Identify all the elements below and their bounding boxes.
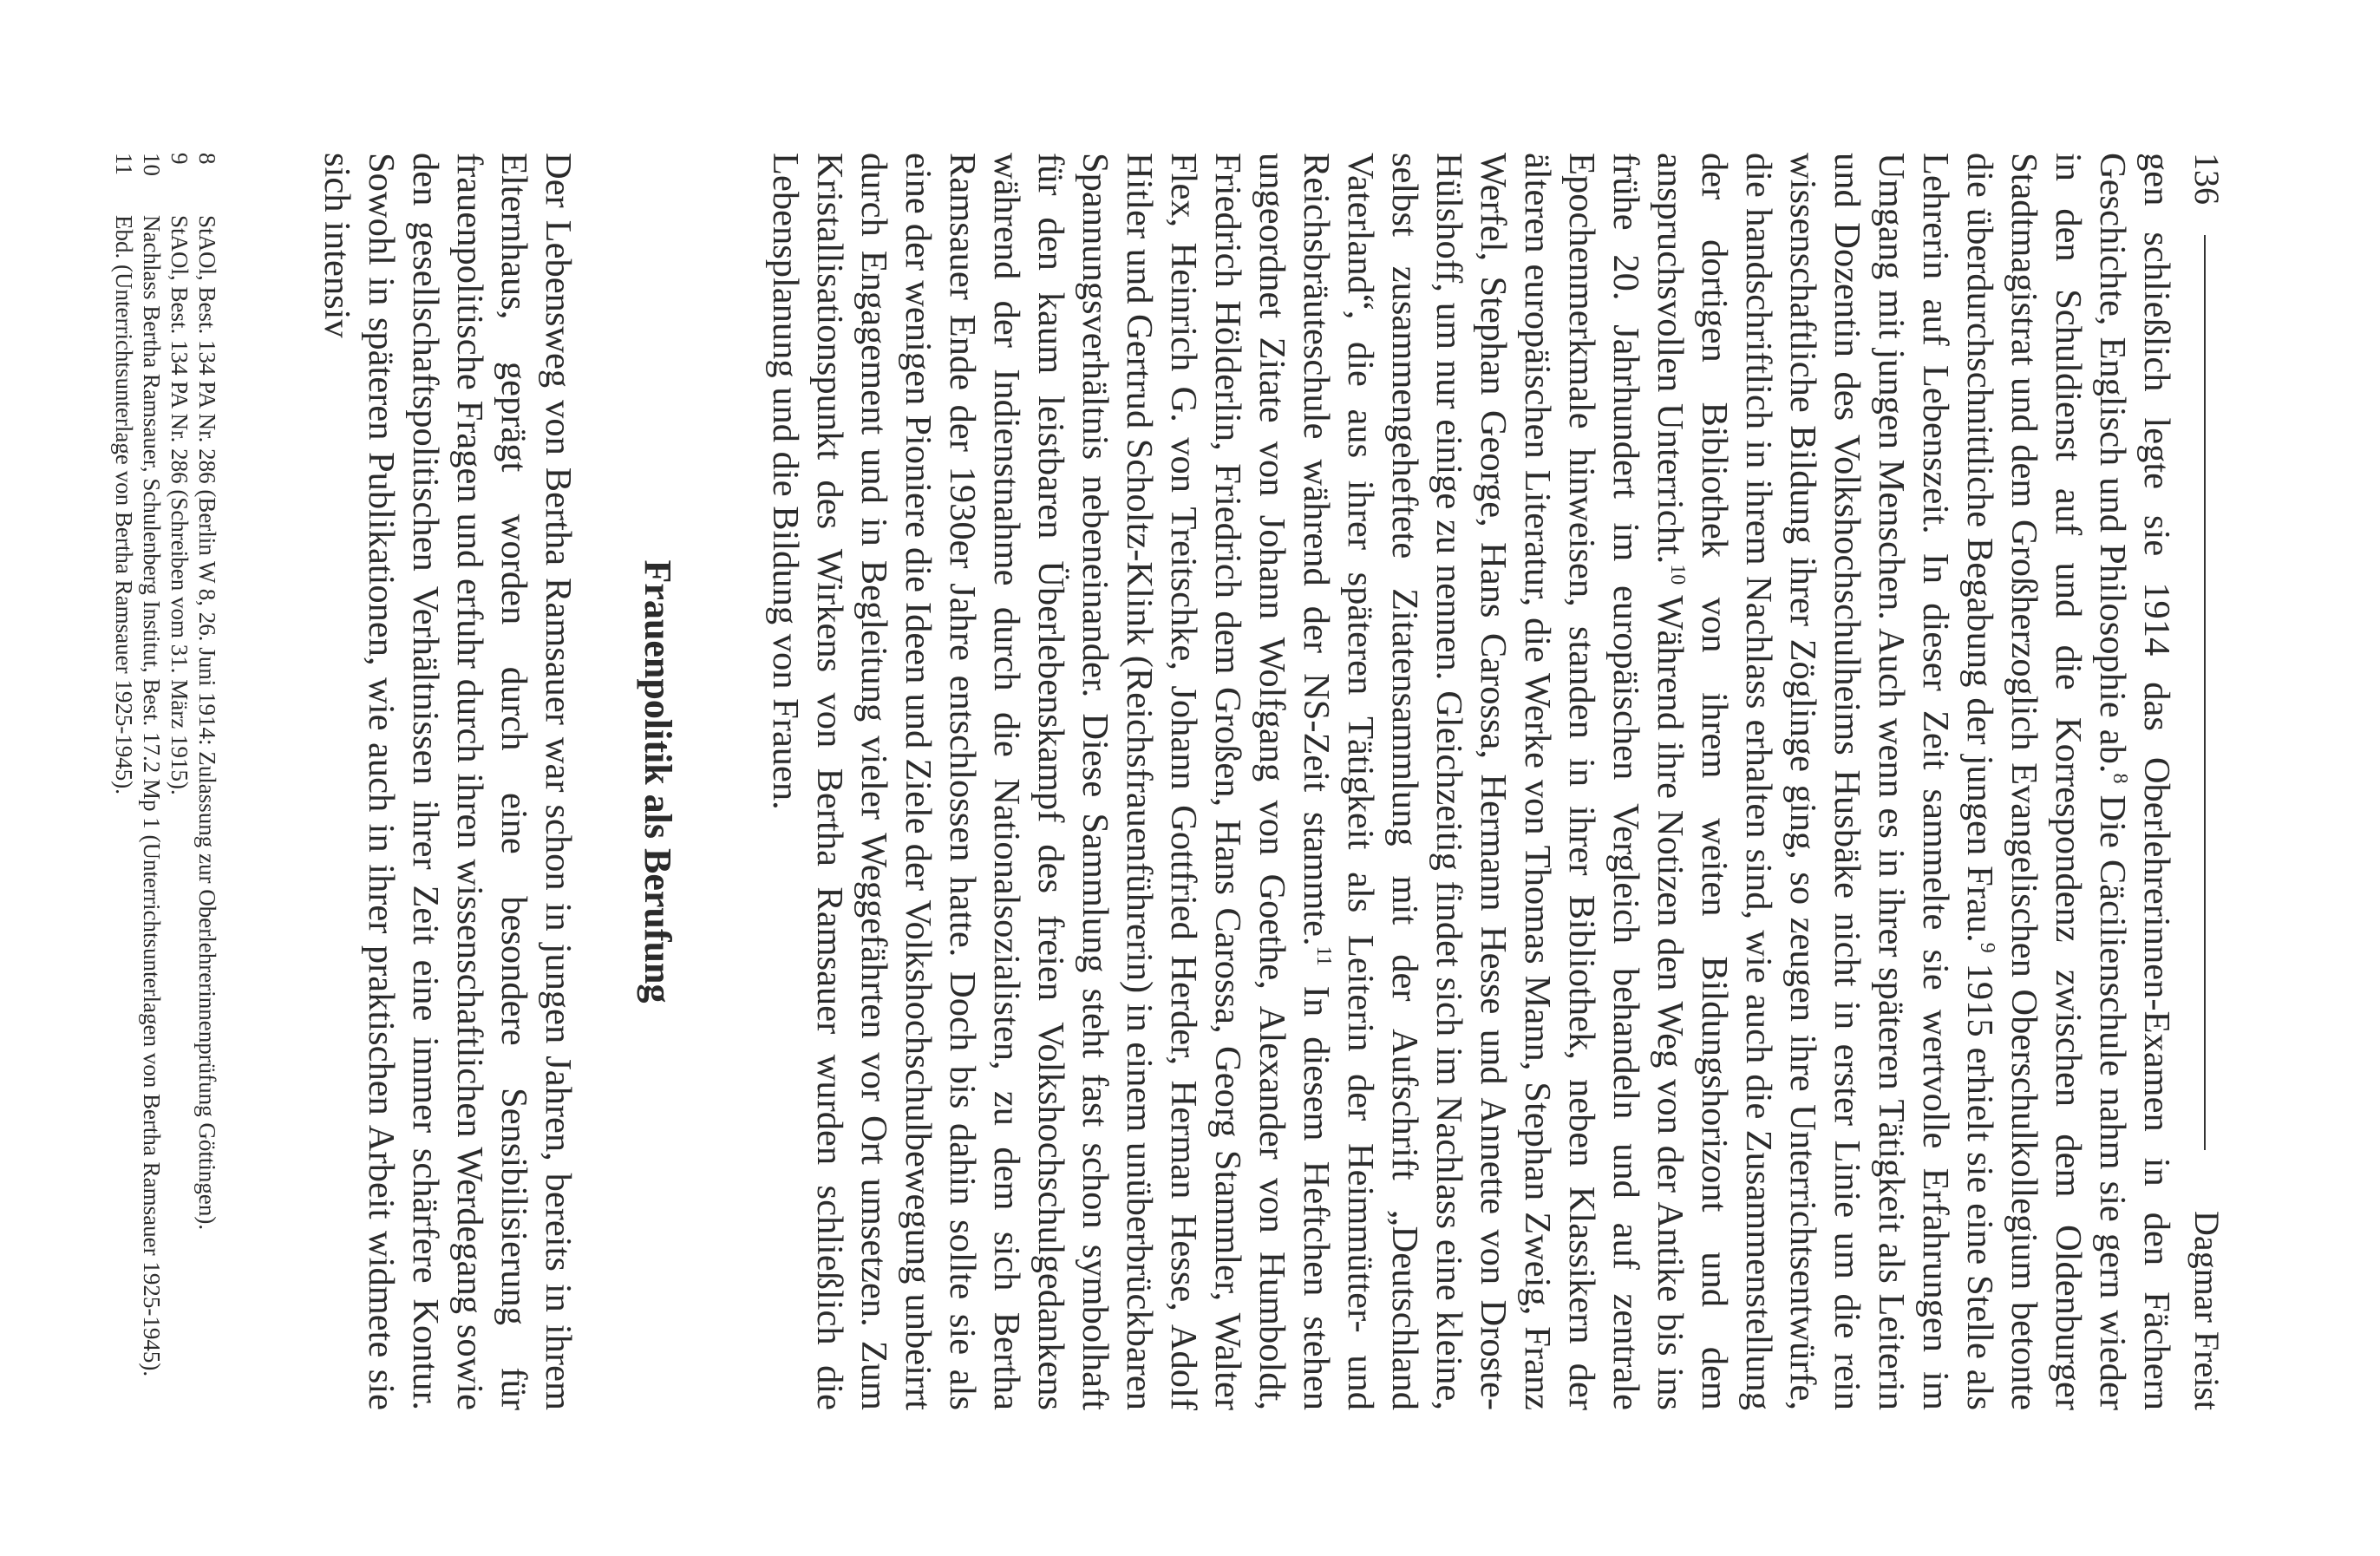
footnote-text: StAOl, Best. 134 PA Nr. 286 (Schreiben vom 31. März 1915). <box>167 215 193 795</box>
main-text <box>110 153 2179 1410</box>
body-paragraph <box>763 153 2179 1410</box>
footnote-text: StAOl, Best. 134 PA Nr. 286 (Berlin W 8, 26. Juni 1914: Zulassung zur Oberlehrerinnenprüfung Göttingen). <box>194 215 220 1231</box>
footnote-marker[interactable]: 11 <box>1312 945 1336 966</box>
paragraph-text: Die Cäcilienschule nahm sie gern wieder in den Schuldienst auf und die Korrespondenz zwischen dem Oldenburger Stadtmagistrat und dem Großherzoglich Evangelischen Oberschulkollegium betonte die überdurchschnittliche Begabung der jungen Frau. <box>1959 153 2133 1410</box>
footnotes <box>110 153 221 1410</box>
footnote <box>138 153 166 1410</box>
footnote-marker[interactable]: 9 <box>1976 942 1999 953</box>
footnote-number: 10 <box>139 153 165 176</box>
footnote-text: Nachlass Bertha Ramsauer, Schulenberg Institut, Best. 17.2 Mp 1 (Unterrichtsunterlagen von Bertha Ramsauer 1925-1945). <box>139 215 165 1377</box>
footnote-number: 8 <box>194 153 220 165</box>
running-head-author: Dagmar Freist <box>2187 1211 2226 1410</box>
section-heading: Frauenpolitik als Berufung <box>637 559 679 1004</box>
footnote <box>166 153 193 1410</box>
body-paragraph: Der Lebensweg von Bertha Ramsauer war schon in jungen Jahren, bereits in ihrem Elternhaus, geprägt worden durch eine besondere Sensibilisierung für frauenpolitische Fragen und erfuhr durch ihren wissenschaftlichen Werdegang sowie den gesellschaftspolitischen Verhältnissen ihrer Zeit eine immer schärfere Kontur. Sowohl in späteren Publikationen, wie auch in ihrer praktischen Arbeit widmete sie sich intensiv <box>317 153 579 1410</box>
paragraph-text: gen schließlich legte sie 1914 das Oberlehrerinnen-Examen in den Fächern Geschichte, Englisch und Philosophie ab. <box>2092 153 2177 1410</box>
footnote-number: 9 <box>167 153 193 165</box>
paragraph-text: Während ihre Notizen den Weg von der Antike bis ins frühe 20. Jahrhundert im europäischen Vergleich behandeln und auf zentrale Epochenmerkmale hinweisen, standen in ihrer Bibliothek, neben Klassikern der älteren europäischen Literatur, die Werke von Thomas Mann, Stephan Zweig, Franz Werfel, Stephan George, Hans Carossa, Hermann Hesse und Annette von Droste-Hülshoff, um nur einige zu nennen. Gleichzeitig findet sich im Nachlass eine kleine, selbst zusammengeheftete Zitatensammlung mit der Aufschrift „Deutschland Vaterland“, die aus ihrer späteren Tätigkeit als Leiterin der Heimmütter- und Reichsbräuteschule während der NS-Zeit stammte. <box>1296 153 1690 1410</box>
footnote <box>193 153 221 1410</box>
footnote-number: 11 <box>111 153 137 175</box>
footnote-text: Ebd. (Unterrichtsunterlage von Bertha Ramsauer 1925-1945). <box>111 215 137 795</box>
page-number: 136 <box>2187 153 2226 205</box>
header-rule <box>2204 235 2206 1150</box>
footnote-marker[interactable]: 8 <box>2109 773 2132 784</box>
footnote-marker[interactable]: 10 <box>1666 564 1690 585</box>
paragraph-text: 1915 erhielt sie eine Stelle als Lehrerin auf Lebenszeit. In dieser Zeit sammelte sie wertvolle Erfahrungen im Umgang mit jungen Menschen. Auch wenn es in ihrer späteren Tätigkeit als Leiterin und Dozentin des Volkshochschulheims Husbäke nicht in erster Linie um die rein wissenschaftliche Bildung ihrer Zöglinge ging, so zeugen ihre Unterrichtsentwürfe, die handschriftlich in ihrem Nachlass erhalten sind, wie auch die Zusammenstellung der dortigen Bibliothek von ihrem weiten Bildungshorizont und dem anspruchsvollen Unterricht. <box>1650 153 2000 1410</box>
paragraph-text: In diesem Heftchen stehen ungeordnet Zitate von Johann Wolfgang von Goethe, Alexander von Humboldt, Friedrich Hölderlin, Friedrich dem Großen, Hans Carossa, Georg Stammler, Walter Flex, Heinrich G. von Treitschke, Johann Gottfried Herder, Herman Hesse, Adolf Hitler und Gertrud Scholtz-Klink (Reichsfrauenführerin) in einem unüberbrückbaren Spannungsverhältnis nebeneinander. Diese Sammlung steht fast schon symbolhaft für den kaum leistbaren Überlebenskampf des freien Volkshochschulgedankens während der Indienstnahme durch die Nationalsozialisten, zu dem sich Bertha Ramsauer Ende der 1930er Jahre entschlossen hatte. Doch bis dahin sollte sie als eine der wenigen Pioniere die Ideen und Ziele der Volkshochschulbewegung unbeirrt durch Engagement und in Begleitung vieler Weggefährten vor Ort umsetzen. Zum Kristallisationspunkt des Wirkens von Bertha Ramsauer wurden schließlich die Lebensplanung und die Bildung von Frauen. <box>765 153 1337 1410</box>
running-header <box>2181 153 2233 1410</box>
footnote <box>110 153 138 1410</box>
